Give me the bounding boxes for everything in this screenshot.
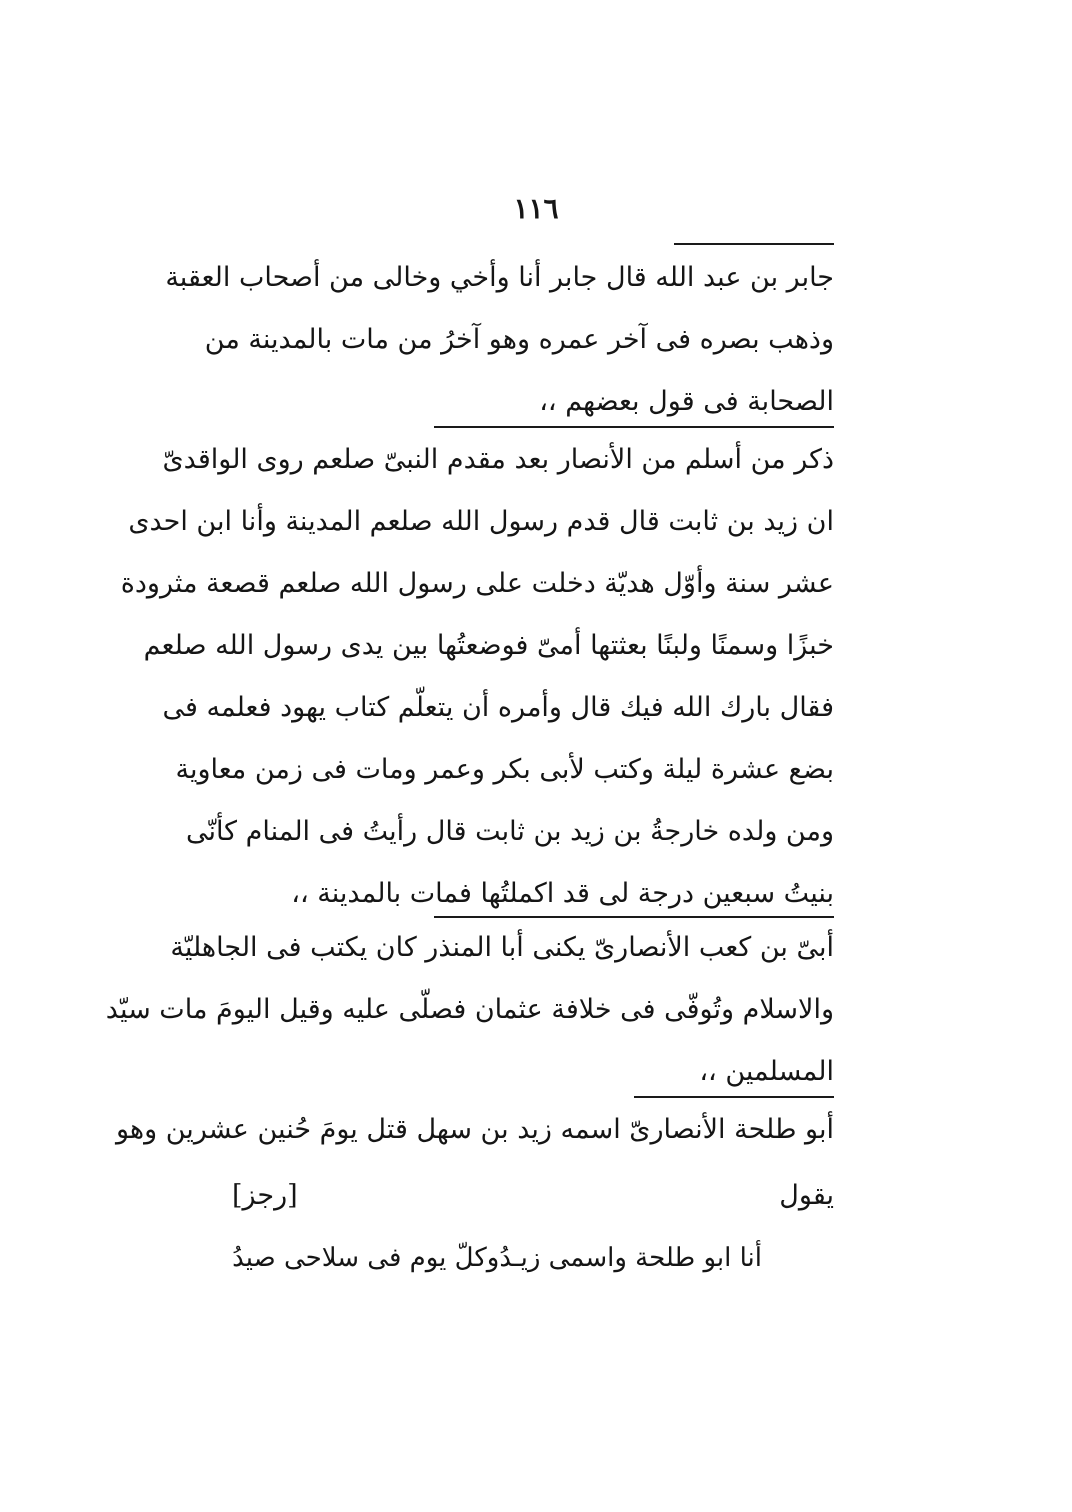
text-line: ان زيد بن ثابت قال قدم رسول الله صلعم المدينة وأنا ابن احدى — [128, 506, 834, 537]
text-line: فقال بارك الله فيك قال وأمره أن يتعلّم كتاب يهود فعلمه فى — [162, 692, 834, 723]
text-line: وذهب بصره فى آخر عمره وهو آخرُ من مات بالمدينة من — [204, 324, 834, 355]
text-line: الصحابة فى قول بعضهم ،، — [539, 386, 834, 417]
verse-first-hemistich: أنا ابو طلحة واسمى زيـدُ — [499, 1243, 762, 1273]
text-line: أبو طلحة الأنصارىّ اسمه زيد بن سهل قتل يومَ حُنين عشرين وهو — [115, 1114, 834, 1145]
text-line: المسلمين ،، — [699, 1056, 834, 1087]
text-line: جابر بن عبد الله قال جابر أنا وأخي وخالى من أصحاب العقبة — [165, 262, 834, 293]
header-rule — [674, 243, 834, 245]
text-line: ذكر من أسلم من الأنصار بعد مقدم النبىّ صلعم روى الواقدىّ — [162, 444, 834, 475]
page-number: ١١٦ — [513, 192, 559, 225]
text-line: عشر سنة وأوّل هديّة دخلت على رسول الله صلعم قصعة مثرودة — [120, 568, 834, 599]
text-line: يقول — [779, 1180, 834, 1211]
text-line: أبىّ بن كعب الأنصارىّ يكنى أبا المنذر كان يكتب فى الجاهليّة — [170, 932, 834, 963]
text-line: ومن ولده خارجةُ بن زيد بن ثابت قال رأيتُ فى المنام كأنّى — [185, 816, 834, 847]
text-line: خبزًا وسمنًا ولبنًا بعثتها أمىّ فوضعتُها بين يدى رسول الله صلعم — [143, 630, 834, 661]
text-line: بنيتُ سبعين درجة لى قد اكملتُها فمات بالمدينة ،، — [291, 878, 834, 909]
section-rule — [434, 916, 834, 918]
poem-verse — [232, 1236, 762, 1280]
text-line: والاسلام وتُوفّى فى خلافة عثمان فصلّى عليه وقيل اليومَ مات سيّد — [105, 994, 834, 1025]
section-rule — [634, 1096, 834, 1098]
meter-label: [رجز] — [232, 1180, 298, 1211]
verse-second-hemistich: وكلّ يوم فى سلاحى صيدُ — [232, 1243, 500, 1273]
text-line: بضع عشرة ليلة وكتب لأبى بكر وعمر ومات فى زمن معاوية — [175, 754, 834, 785]
section-rule — [434, 426, 834, 428]
